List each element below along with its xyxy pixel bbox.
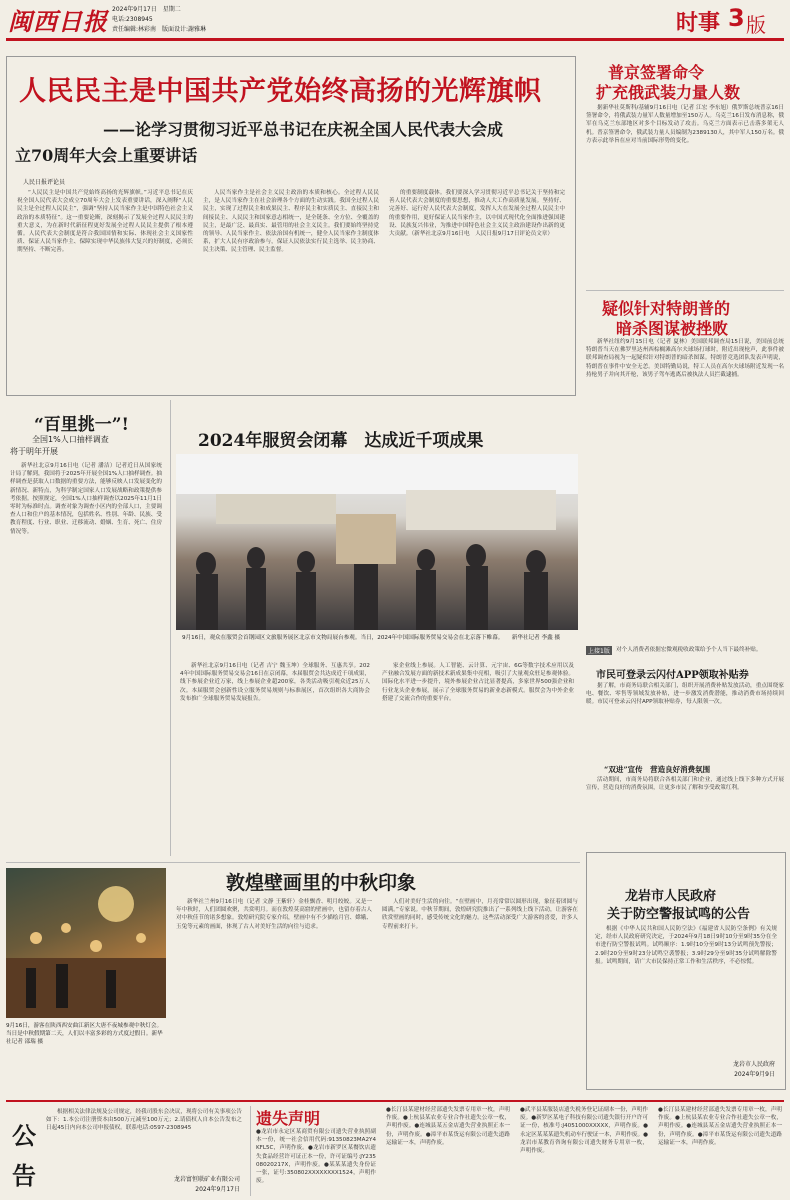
- dunhuang-headline: 敦煌壁画里的中秋印象: [226, 872, 417, 894]
- lead-article: [6, 56, 576, 396]
- public-notice: [6, 1106, 246, 1196]
- notice-body: 根据《中华人民共和国人民防空法》《福建省人民防空条例》有关规定，经市人民政府研究决定，于2024年9月18日9时10分至9时35分在全市进行防空警报试鸣。试鸣顺序：1.9时10分至9时13分试鸣预先警报；2.9时20分至9时23分试鸣空袭警报；3.9时29分至9时35分试鸣解除警报。试鸣期间，请广大市民保持正常工作和生活秩序，不必惊慌。: [595, 926, 777, 965]
- lost-column-2: ●长汀县某建材经营部遗失发票专用章一枚，声明作废。●上杭县某农业专业合作社遗失公章一枚，声明作废。●连城县某五金店遗失营业执照正本一份，声明作废。●漳平市某货运有限公司遗失道路运输证一本，声明作废。: [386, 1107, 510, 1146]
- lead-byline: 人民日报评论员: [23, 179, 66, 186]
- fair-photo-illustration: [176, 454, 578, 630]
- lead-headline: 人民民主是中国共产党始终高扬的光辉旗帜: [19, 76, 542, 107]
- consumption-headline: 市民可登录云闪付APP领取补贴券: [596, 670, 749, 681]
- public-notice-date: 2024年9月17日: [195, 1186, 240, 1193]
- phone: 电话:2308945: [112, 16, 153, 23]
- dunhuang-caption: 9月16日，游客在陕西西安曲江新区大唐不夜城参观中秋灯会。当日是中秋假期第二天，人们以丰富多彩的方式度过假日。新华社记者 邵瑞 摄: [6, 1023, 163, 1045]
- notice-title-1: 龙岩市人民政府: [625, 889, 717, 904]
- fair-caption: 9月16日，观众在服贸会首钢园区文旅服务展区北京市文物局展台参观。当日，2024年中国国际服务贸易交易会在北京落下帷幕。 新华社记者 李鑫 摄: [182, 635, 561, 641]
- masthead: [0, 0, 790, 40]
- divider: [6, 862, 580, 863]
- fair-column-2: 家企业线上参展。人工智能、云计算、元宇宙、6G等数字技术应用以及产业融合发展方面的新技术新成果集中亮相，吸引了大量观众驻足参观体验。国际化水平进一步提升，境外参展企业占比显著提高，多家世界500强企业和行业龙头企业参展，展示了全球服务贸易的新业态新模式。服贸会为中外企业搭建了交流合作的重要平台。: [382, 663, 574, 702]
- section-title: 时事: [676, 10, 721, 36]
- trade-fair-article: [176, 400, 578, 856]
- lost-title: 遗失声明: [256, 1109, 321, 1128]
- continued-tag: 上接1版: [588, 648, 610, 655]
- census-subhead-1: 全国1%人口抽样调查: [32, 435, 109, 444]
- consumption-body-2: 活动期间，市商务局将联合各相关部门和企业，通过线上线下多种方式开展宣传，营造良好的消费氛围，让更多市民了解和享受政策红利。: [586, 777, 784, 792]
- notice-title-2: 关于防空警报试鸣的公告: [607, 907, 751, 922]
- lead-column-2: 人民当家作主是社会主义民主政治的本质和核心。全过程人民民主，是人民当家作主在社会治理各个方面的生动实践。我国全过程人民民主，实现了过程民主和成果民主、程序民主和实质民主、直接民主和间接民主、人民民主和国家意志相统一，是全链条、全方位、全覆盖的民主，是最广泛、最真实、最管用的社会主义民主。我们要始终坚持党的领导、人民当家作主、依法治国有机统一，健全人民当家作主制度体系，扩大人民有序政治参与，保证人民依法实行民主选举、民主协商、民主决策、民主管理、民主监督。: [203, 190, 379, 254]
- consumption-intro: 对个人消费者依据宏微观税收政策给予个人当下最终补贴。: [616, 647, 762, 653]
- lost-column-3: ●武平县某服装店遗失税务登记证副本一份，声明作废。●新罗区某电子科技有限公司遗失银行开户许可证一份，核准号:J4051000XXXXX，声明作废。●永定区某某某遗失机动车行驶证一本，声明作废。●龙岩市某教育咨询有限公司遗失财务专用章一枚，声明作废。: [520, 1107, 648, 1155]
- lost-notices: [256, 1106, 784, 1196]
- lost-column-1: ●龙岩市永定区某商贸有限公司遗失营业执照副本一份，统一社会信用代码:91350823MA2Y4KFL5C，声明作废。●龙岩市新罗区某餐饮店遗失食品经营许可证正本一份，许可证编号:JY23508020217X，声明作废。●某某某遗失身份证一张，证号:350802XXXXXXXX1524，声明作废。: [256, 1129, 376, 1185]
- trump-article: [586, 296, 784, 640]
- masthead-rule: [6, 38, 784, 41]
- trump-headline-2: 暗杀图谋被挫败: [616, 319, 729, 338]
- trump-body: 新华社纽约9月15日电（记者 夏林）美国联邦调查局15日说，美国前总统特朗普当天在佛罗里达州西棕榈滩高尔夫球场打球时，附近出现枪声，此事件被联邦调查局视为一起疑似针对特朗普的暗杀图谋。特朗普竞选团队发表声明说，特朗普在事件中安全无恙。美国特勤局说，特工人员在高尔夫球场附近发现一名持枪男子并向其开枪，该男子驾车逃离后被执法人员拦截逮捕。: [586, 339, 784, 378]
- notice-date: 2024年9月9日: [734, 1071, 775, 1078]
- dunhuang-article: [6, 868, 580, 1096]
- issue-date: 2024年9月17日 星期二: [112, 6, 181, 13]
- putin-body: 据新华社莫斯科/基辅9月16日电（记者 江宏 李东旭）俄罗斯总统普京16日签署命令，将俄武装力量军人数量增加至150万人。乌克兰16日发布消息称，俄军在乌克兰东部地区对多个目标发动了攻击。乌克兰方面表示已击落多架无人机。普京签署命令，俄武装力量人员编制为2389130人，其中军人150万名。俄方表示此举旨在应对当前国际形势的变化。: [586, 105, 784, 144]
- census-headline: “百里挑一”!: [34, 415, 130, 435]
- public-notice-body: 根据相关法律法规及公司规定，经我司股东会决议，现将公司有关事项公告如下：1.本公司注册资本由500万元减至100万元；2.请债权人自本公告发布之日起45日内向本公司申报债权。联系电话:0597-2308945: [46, 1109, 242, 1132]
- putin-headline-1: 普京签署命令: [608, 63, 705, 82]
- editors: 责任编辑:林彩南 版面设计:謝雅琳: [112, 26, 207, 33]
- fair-column-1: 新华社北京9月16日电（记者 吉宁 魏玉坤）全球服务、互惠共享。2024年中国国际服务贸易交易会16日在京闭幕，本届服贸会共达成近千项成果，线下参展企业近万家，线上参展企业超200家，各类活动吸引观众近25万人次。本届服贸会创新性设立服务贸易规则与标准展区，首次组织各大商协会发布推广全球服务贸易发展报告。: [180, 663, 370, 702]
- consumption-body: 据了解，市商务局联合相关部门，组织开展消费补贴发放活动，重点围绕家电、餐饮、零售等领域发放补贴，进一步激发消费潜能，推动消费市场持续回暖。市民可登录云闪付APP领取补贴券，每人限领一次。: [586, 683, 784, 706]
- consumption-article: [586, 646, 784, 846]
- public-notice-company: 龙岩富恒联矿业有限公司: [173, 1176, 240, 1183]
- dunhuang-column-1: 新华社兰州9月16日电（记者 文静 王紫轩）金桂飘香、明月皎皎。又是一年中秋时，人们团圆欢聚，共赏明月。而在敦煌莫高窟的壁画中，也留存着古人对中秋佳节的诸多想象。敦煌研究院专家介绍，壁画中有不少描绘月宫、嫦娥、玉兔等元素的画面，体现了古人对美好生活的向往与追求。: [176, 899, 372, 930]
- consumption-subhead: “双进”宣传 营造良好消费氛围: [604, 765, 711, 774]
- lead-column-1: “人民民主是中国共产党始终高扬的光辉旗帜。”习近平总书记在庆祝全国人民代表大会成立70周年大会上发表重要讲话，深入阐释“人民民主是全过程人民民主”，强调“坚持人民当家作主是中国特色社会主义政治的本质特征”。这一重要论断，深刻揭示了发展全过程人民民主的重大意义，为在新时代新征程更好发展全过程人民民主提供了根本遵循。人民代表大会制度是符合我国国情和实际、体现社会主义国家性质、保证人民当家作主、保障实现中华民族伟大复兴的好制度，必须长期坚持、不断完善。: [17, 190, 193, 254]
- notice-label-2: 告: [12, 1161, 36, 1190]
- census-article: [6, 400, 166, 880]
- notice-signature: 龙岩市人民政府: [732, 1061, 775, 1068]
- trump-headline-1: 疑似针对特朗普的: [602, 299, 731, 318]
- notice-label-1: 公: [12, 1121, 36, 1150]
- fair-headline: 2024年服贸会闭幕 达成近千项成果: [198, 431, 484, 451]
- dunhuang-photo-illustration: [6, 868, 166, 1018]
- dunhuang-column-2: 人们对美好生活的向往。“在壁画中，月亮常常以圆形出现，象征着团圆与圆满。”专家说。中秋节期间，敦煌研究院推出了一系列线上线下活动，让游客在欣赏壁画的同时，感受传统文化的魅力。这些活动深受广大游客的喜爱，许多人专程前来打卡。: [382, 899, 578, 930]
- lead-subtitle-line2: 立70周年大会上重要讲话: [15, 146, 198, 165]
- lead-subtitle-line1: ——论学习贯彻习近平总书记在庆祝全国人民代表大会成: [103, 120, 504, 139]
- census-body: 新华社北京9月16日电（记者 潘洁）记者近日从国家统计局了解到，我国将于2025年开展全国1%人口抽样调查。抽样调查是获取人口数据的重要方法，能够反映人口发展变化的新情况、新特点，为科学制定国家人口发展战略和政策提供参考依据。按照规定，全国1%人口抽样调查以2025年11月1日零时为标准时点。调查对象为调查小区内的全部人口，主要调查人口和住户的基本情况，包括姓名、性别、年龄、民族、受教育程度、行业、职业、迁移流动、婚姻、生育、死亡、住房情况等。: [10, 463, 162, 535]
- putin-headline-2: 扩充俄武装力量人数: [596, 83, 741, 102]
- lost-column-4: ●长汀县某建材经营部遗失发票专用章一枚，声明作废。●上杭县某农业专业合作社遗失公章一枚，声明作废。●连城县某五金店遗失营业执照正本一份，声明作废。●漳平市某货运有限公司遗失道路运输证一本，声明作废。: [658, 1107, 782, 1146]
- column-divider: [170, 400, 171, 856]
- column-divider: [250, 1106, 251, 1196]
- bottom-rule: [6, 1100, 784, 1102]
- newspaper-logo: 闽西日报: [8, 7, 108, 36]
- fair-photo: [176, 454, 578, 630]
- divider: [586, 290, 784, 291]
- putin-article: [586, 56, 784, 286]
- page-unit: 版: [746, 13, 766, 37]
- dunhuang-photo: [6, 868, 166, 1018]
- page-number: 3: [728, 4, 745, 32]
- air-defense-notice: [586, 852, 786, 1090]
- census-subhead-2: 将于明年开展: [10, 447, 58, 456]
- lead-column-3: 的重要制度载体。我们要深入学习贯彻习近平总书记关于坚持和完善人民代表大会制度的重要思想，推动人大工作高质量发展。坚持好、完善好、运行好人民代表大会制度，发挥人大在发展全过程人民民主中的重要作用，更好保证人民当家作主，以中国式现代化全面推进强国建设、民族复兴伟业，为推进中国特色社会主义民主政治建设作出新的更大贡献。（新华社北京9月16日电 人民日报9月17日评论员文章）: [389, 190, 565, 238]
